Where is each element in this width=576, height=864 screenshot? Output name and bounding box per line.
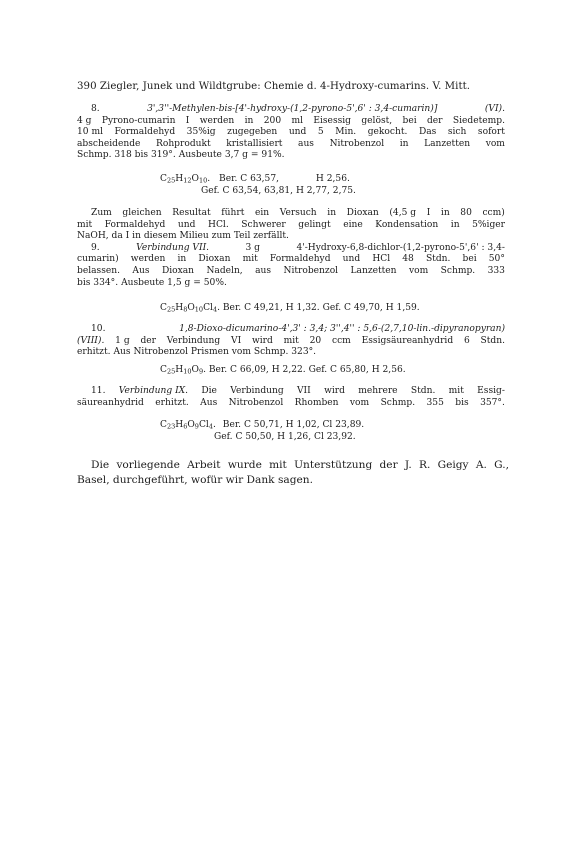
text-line: 10 ml Formaldehyd 35%ig zugegeben und 5 Min. gekocht. Das sich sofort	[77, 127, 505, 138]
text-line: Basel, durchgeführt, wofür wir Dank sagen.	[77, 473, 313, 486]
analysis-ix-found: Gef. C 50,50, H 1,26, Cl 23,92.	[214, 432, 356, 442]
section-10	[77, 324, 505, 359]
section-9	[77, 208, 505, 289]
text-line: (VIII). 1 g der Verbindung VI wird mit 20 ccm Essigsäureanhydrid 6 Stdn.	[77, 335, 505, 346]
text-line: 10. 1,8-Dioxo-dicumarino-4',3' : 3,4; 3'',4'' : 5,6-(2,7,10-lin.-dipyranopyran)	[91, 324, 505, 334]
analysis-vi-found: Gef. C 63,54, 63,81, H 2,77, 2,75.	[201, 186, 356, 196]
analysis-viii: $C_{25}H_{10}O_9$. Ber. C 66,09, H 2,22. Gef. C 65,80, H 2,56.	[160, 365, 406, 376]
text-line: säureanhydrid erhitzt. Aus Nitrobenzol Rhomben vom Schmp. 355 bis 357°.	[77, 397, 505, 408]
compound-vi-name: 3',3''-Methylen-bis-[4'-hydroxy-(1,2-pyrono-5',6' : 3,4-cumarin)]	[147, 104, 438, 114]
text-line: Schmp. 318 bis 319°. Ausbeute 3,7 g = 91%.	[77, 150, 285, 161]
acknowledgement	[77, 458, 509, 487]
text-line: mit Formaldehyd und HCl. Schwerer gelingt eine Kondensation in 5%iger	[77, 219, 505, 230]
text-line: bis 334°. Ausbeute 1,5 g = 50%.	[77, 277, 227, 288]
text-line: NaOH, da I in diesem Milieu zum Teil zerfällt.	[77, 231, 289, 242]
text-line: abscheidende Rohprodukt kristallisiert aus Nitrobenzol in Lanzetten vom	[77, 138, 505, 149]
text-line: 9. Verbindung VII. 3 g 4'-Hydroxy-6,8-dichlor-(1,2-pyrono-5',6' : 3,4-	[91, 242, 505, 253]
text-line: 4 g Pyrono-cumarin I werden in 200 ml Eisessig gelöst, bei der Siedetemp.	[77, 115, 505, 126]
section-8	[77, 104, 505, 162]
text-line: Die vorliegende Arbeit wurde mit Unterstützung der J. R. Geigy A. G.,	[91, 459, 509, 471]
text-line: erhitzt. Aus Nitrobenzol Prismen vom Schmp. 323°.	[77, 347, 317, 358]
text-line: Zum gleichen Resultat führt ein Versuch in Dioxan (4,5 g I in 80 ccm)	[91, 208, 505, 218]
section-8-heading: 8.	[91, 104, 100, 114]
analysis-vii: $C_{25}H_8O_{10}Cl_4$. Ber. C 49,21, H 1,32. Gef. C 49,70, H 1,59.	[160, 303, 420, 314]
analysis-ix: $C_{23}H_6O_9Cl_4$. Ber. C 50,71, H 1,02, Cl 23,89.	[160, 420, 365, 431]
analysis-vi: $C_{25}H_{12}O_{10}$. Ber. C 63,57, H 2,56.	[160, 174, 350, 185]
text-line: 11. Verbindung IX. Die Verbindung VII wird mehrere Stdn. mit Essig-	[91, 386, 505, 396]
section-11	[77, 386, 505, 409]
running-header: 390 Ziegler, Junek und Wildtgrube: Chemie d. 4-Hydroxy-cumarins. V. Mitt.	[77, 81, 471, 92]
text-line: belassen. Aus Dioxan Nadeln, aus Nitrobenzol Lanzetten vom Schmp. 333	[77, 265, 505, 276]
text-line: cumarin) werden in Dioxan mit Formaldehyd und HCl 48 Stdn. bei 50°	[77, 254, 505, 265]
text-line: 8. 3',3''-Methylen-bis-[4'-hydroxy-(1,2-pyrono-5',6' : 3,4-cumarin)] (VI).	[91, 104, 505, 114]
